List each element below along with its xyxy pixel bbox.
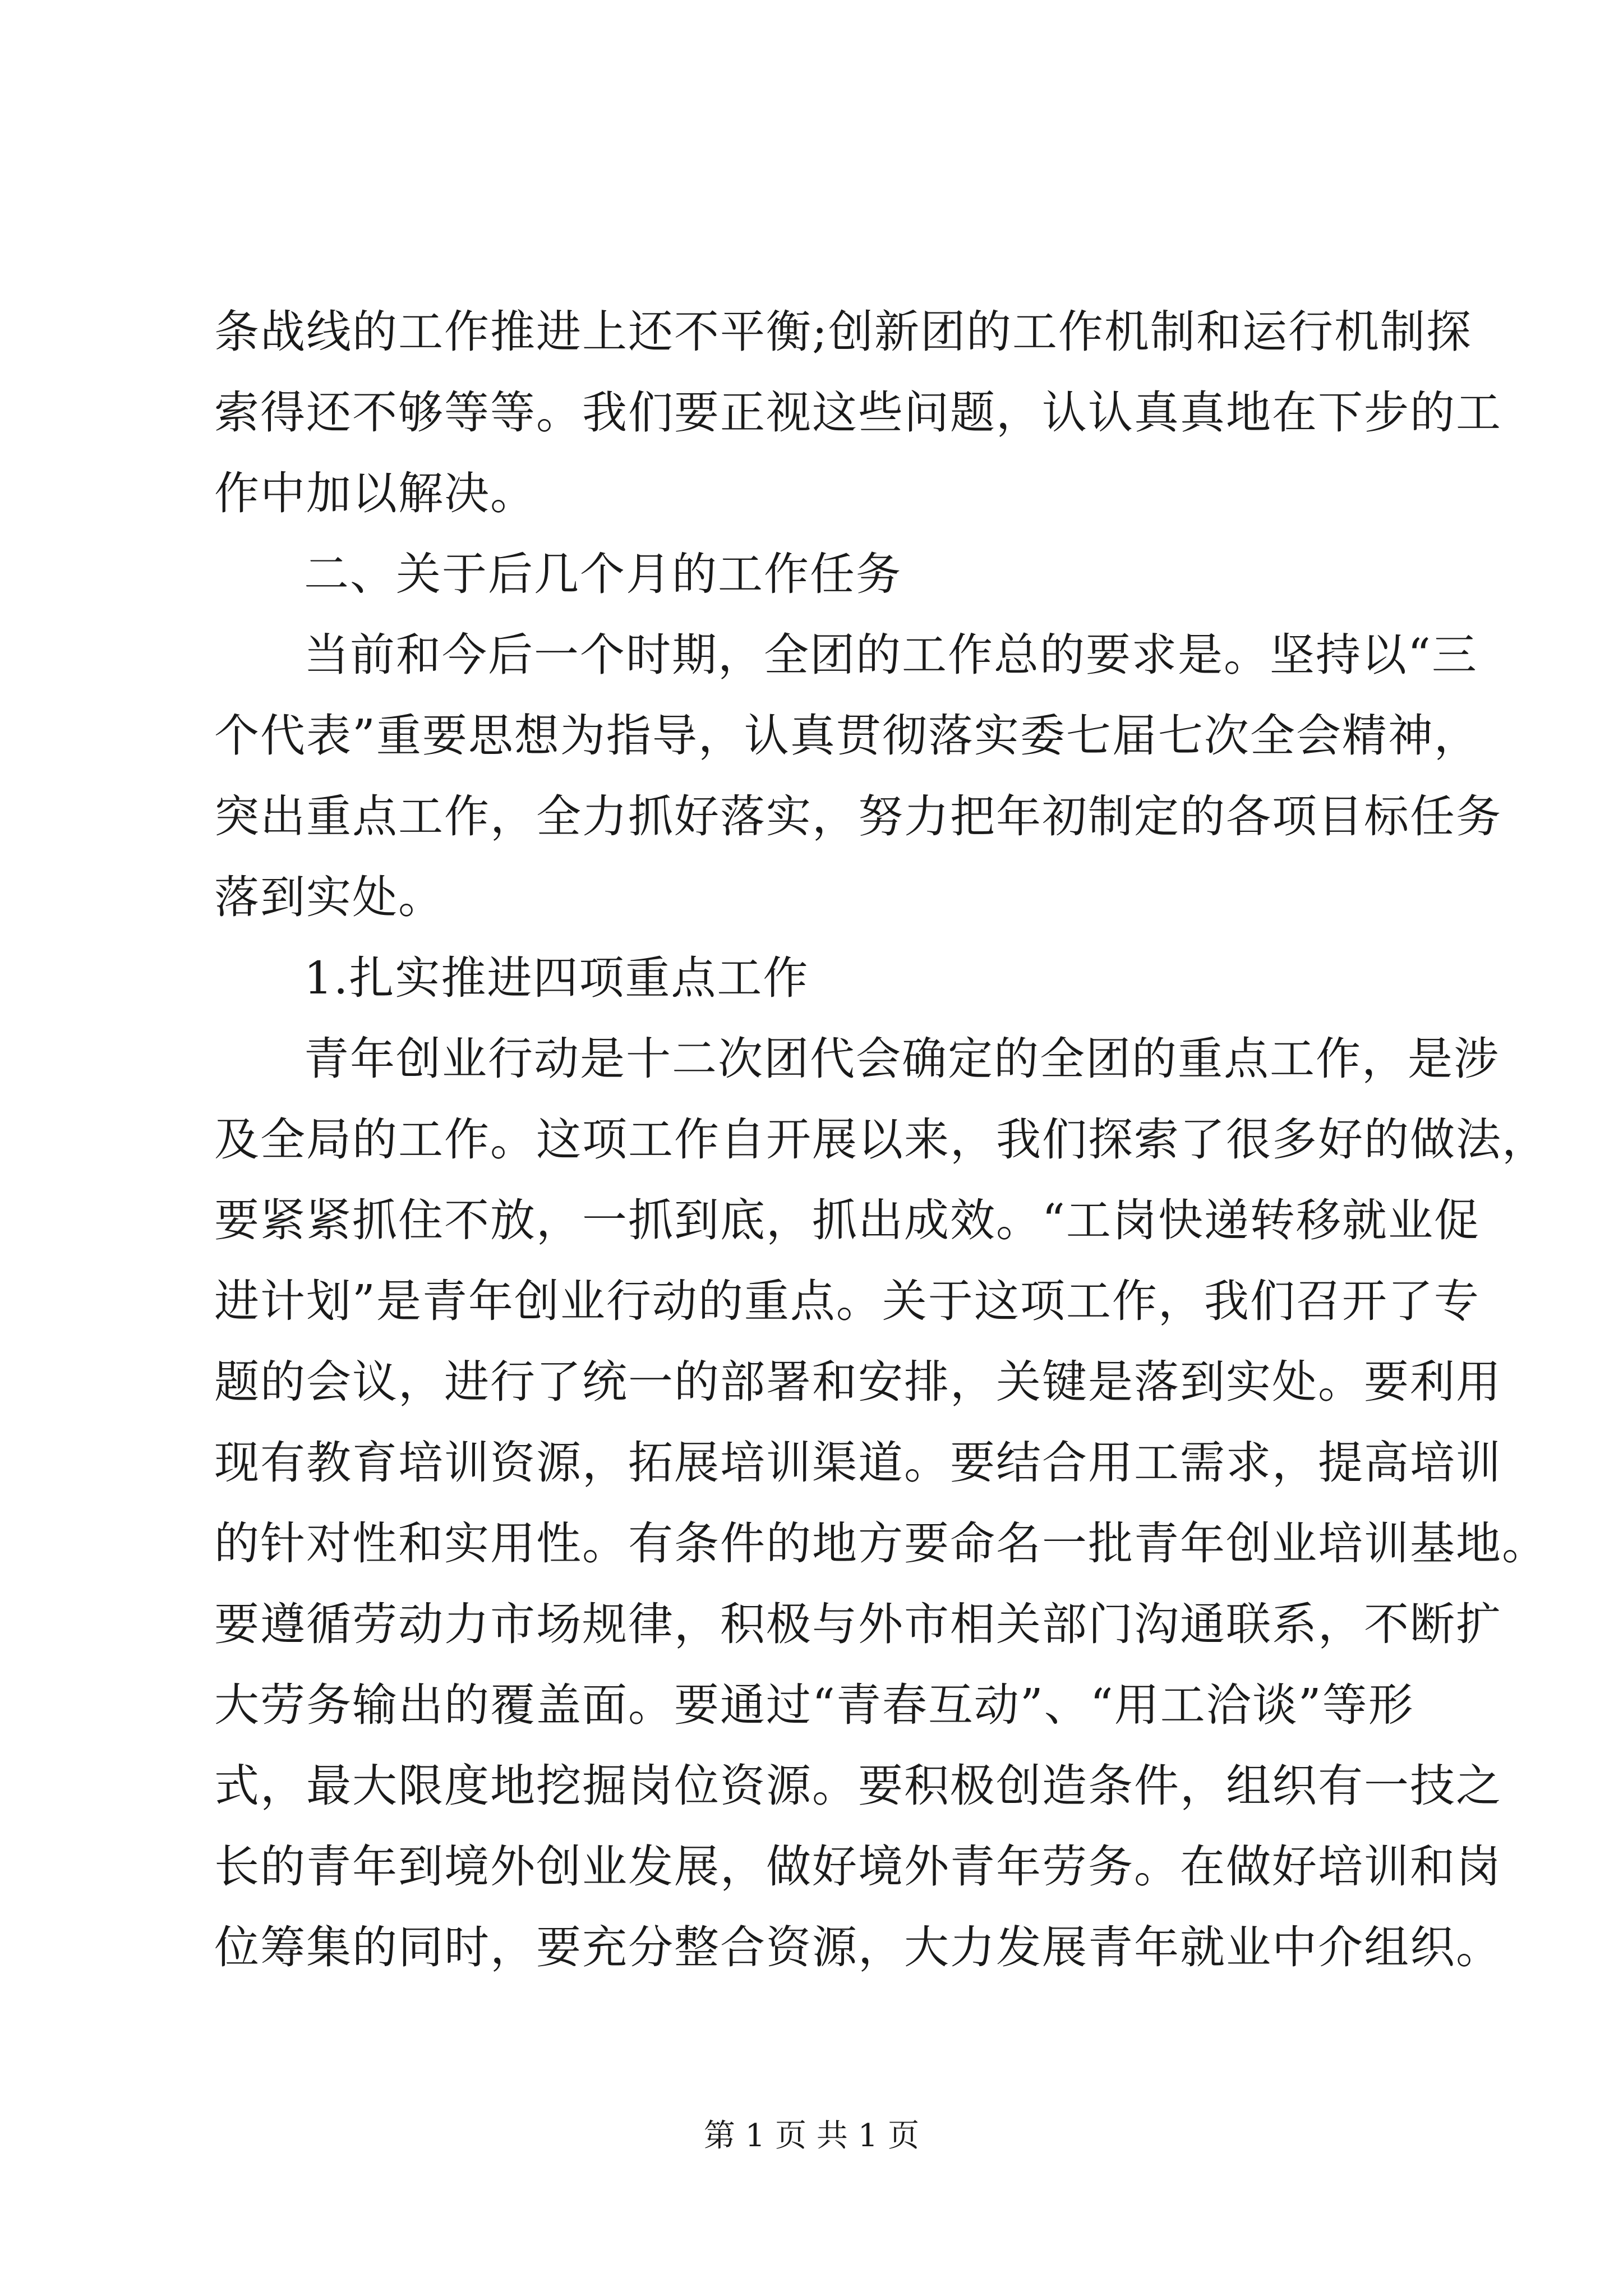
text-line: 作中加以解决。 bbox=[214, 467, 536, 519]
paragraph-start: 当前和今后一个时期，全团的工作总的要求是。坚持以“三 bbox=[304, 629, 1478, 681]
text-line: 长的青年到境外创业发展，做好境外青年劳务。在做好培训和岗 bbox=[214, 1841, 1502, 1893]
text-line: 位筹集的同时，要充分整合资源，大力发展青年就业中介组织。 bbox=[214, 1921, 1502, 1973]
text-line: 条战线的工作推进上还不平衡;创新团的工作机制和运行机制探 bbox=[214, 306, 1472, 358]
text-line: 落到实处。 bbox=[214, 871, 444, 923]
text-line: 的针对性和实用性。有条件的地方要命名一批青年创业培训基地。 bbox=[214, 1517, 1548, 1570]
text-line: 要遵循劳动力市场规律，积极与外市相关部门沟通联系，不断扩 bbox=[214, 1598, 1502, 1650]
text-line: 题的会议，进行了统一的部署和安排，关键是落到实处。要利用 bbox=[214, 1356, 1502, 1408]
text-line: 要紧紧抓住不放，一抓到底，抓出成效。“工岗快递转移就业促 bbox=[214, 1194, 1480, 1246]
document-body bbox=[214, 292, 1548, 1988]
text-line: 突出重点工作，全力抓好落实，努力把年初制定的各项目标任务 bbox=[214, 790, 1502, 843]
paragraph-start: 青年创业行动是十二次团代会确定的全团的重点工作，是涉 bbox=[304, 1033, 1500, 1085]
text-line: 进计划”是青年创业行动的重点。关于这项工作，我们召开了专 bbox=[214, 1275, 1480, 1327]
text-line: 及全局的工作。这项工作自开展以来，我们探索了很多好的做法， bbox=[214, 1114, 1548, 1166]
text-line: 索得还不够等等。我们要正视这些问题，认认真真地在下步的工 bbox=[214, 386, 1502, 439]
section-heading: 二、关于后几个月的工作任务 bbox=[304, 548, 902, 600]
text-line: 大劳务输出的覆盖面。要通过“青春互动”、“用工洽谈”等形 bbox=[214, 1679, 1414, 1731]
text-line: 个代表”重要思想为指导，认真贯彻落实委七届七次全会精神， bbox=[214, 710, 1480, 762]
text-line: 式，最大限度地挖掘岗位资源。要积极创造条件，组织有一技之 bbox=[214, 1760, 1502, 1812]
subsection-heading: 1.扎实推进四项重点工作 bbox=[304, 952, 809, 1004]
page-number-footer: 第 1 页 共 1 页 bbox=[703, 2118, 920, 2154]
text-line: 现有教育培训资源，拓展培训渠道。要结合用工需求，提高培训 bbox=[214, 1437, 1502, 1489]
